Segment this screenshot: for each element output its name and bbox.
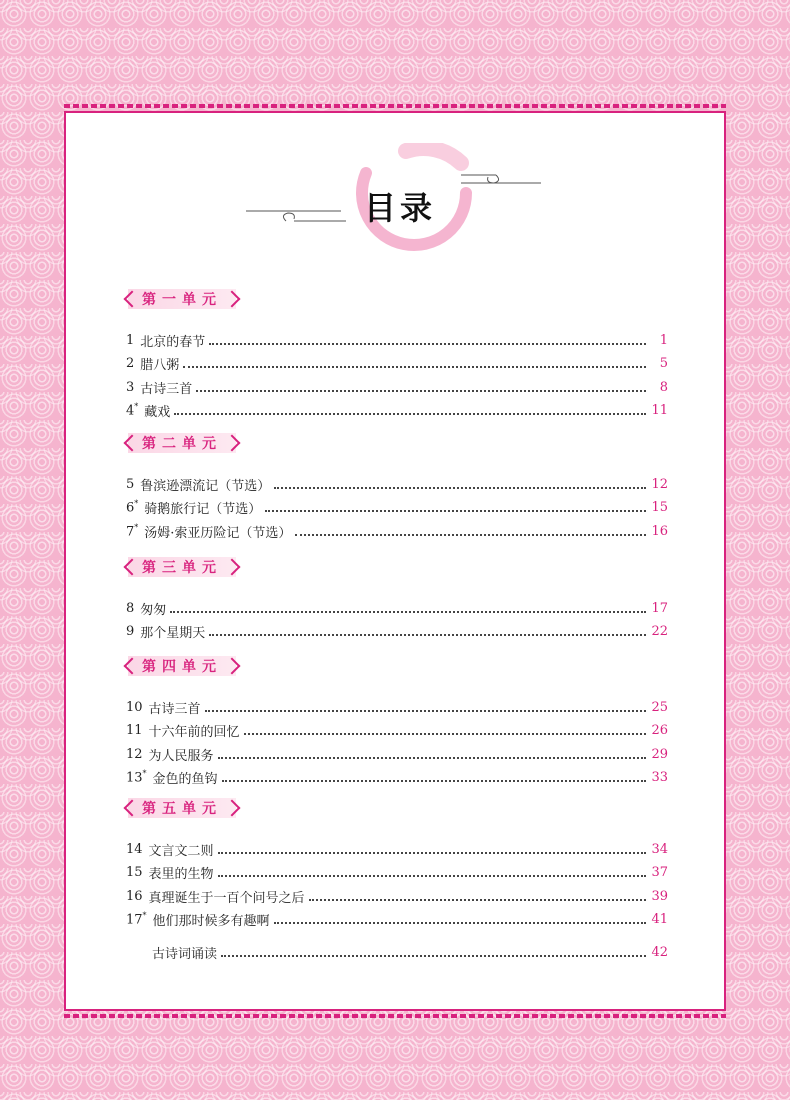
leader-dots bbox=[218, 874, 646, 877]
leader-dots bbox=[265, 509, 646, 512]
toc-entry[interactable] bbox=[126, 910, 668, 930]
appendix-title: 古诗词诵读 bbox=[152, 946, 218, 962]
toc-entry[interactable] bbox=[126, 377, 668, 397]
lesson-number: 9 bbox=[126, 624, 135, 639]
lesson-number: 17* bbox=[126, 911, 147, 928]
toc-entry[interactable] bbox=[126, 768, 668, 788]
lesson-title: 匆匆 bbox=[140, 602, 167, 618]
leader-dots bbox=[221, 954, 646, 957]
unit-heading: 第三单元 bbox=[128, 557, 236, 577]
lesson-title: 金色的鱼钩 bbox=[152, 772, 218, 787]
lesson-title: 汤姆·索亚历险记（节选） bbox=[144, 525, 292, 541]
lesson-number: 16 bbox=[126, 888, 143, 904]
lesson-number: 15 bbox=[126, 865, 143, 880]
unit-heading: 第一单元 bbox=[128, 289, 236, 309]
leader-dots bbox=[218, 851, 646, 854]
lesson-number: 4* bbox=[126, 402, 139, 419]
toc-entry[interactable] bbox=[126, 401, 668, 421]
toc-entry[interactable] bbox=[126, 598, 668, 618]
toc-entry[interactable] bbox=[126, 521, 668, 541]
lesson-number: 13* bbox=[126, 769, 147, 786]
lesson-title: 藏戏 bbox=[144, 405, 171, 420]
lesson-number: 8 bbox=[126, 600, 135, 616]
lesson-title: 表里的生物 bbox=[148, 867, 214, 882]
lesson-title: 北京的春节 bbox=[140, 334, 206, 350]
leader-dots bbox=[170, 610, 646, 613]
toc-entry[interactable] bbox=[126, 863, 668, 883]
lesson-title: 十六年前的回忆 bbox=[148, 725, 240, 740]
lesson-number: 2 bbox=[126, 356, 135, 371]
page-number: 8 bbox=[659, 379, 668, 395]
page-number: 17 bbox=[651, 600, 668, 616]
title-area bbox=[66, 113, 724, 273]
unit-heading: 第四单元 bbox=[128, 656, 236, 676]
toc-panel bbox=[64, 111, 726, 1011]
lesson-number: 3 bbox=[126, 379, 135, 395]
page-number: 26 bbox=[651, 723, 668, 738]
optional-star: * bbox=[134, 522, 139, 532]
toc-entry[interactable] bbox=[126, 354, 668, 374]
page-number: 5 bbox=[659, 356, 668, 371]
leader-dots bbox=[209, 342, 646, 345]
leader-dots bbox=[274, 921, 646, 924]
lesson-number: 7* bbox=[126, 522, 139, 540]
leader-dots bbox=[205, 709, 646, 712]
lesson-title: 那个星期天 bbox=[140, 626, 206, 641]
lesson-title: 古诗三首 bbox=[140, 381, 193, 397]
page-number: 11 bbox=[651, 403, 668, 418]
toc-entry[interactable] bbox=[126, 839, 668, 859]
page-number: 37 bbox=[651, 865, 668, 880]
page-number: 34 bbox=[651, 841, 668, 857]
leader-dots bbox=[183, 365, 646, 368]
lesson-number: 1 bbox=[126, 332, 135, 348]
leader-dots bbox=[274, 486, 646, 489]
toc-entry[interactable] bbox=[126, 721, 668, 741]
lesson-title: 腊八粥 bbox=[140, 358, 180, 373]
page-number: 41 bbox=[651, 912, 668, 927]
lesson-number: 11 bbox=[126, 723, 143, 738]
lesson-title: 古诗三首 bbox=[148, 701, 201, 717]
page-number: 15 bbox=[651, 500, 668, 515]
lesson-number: 6* bbox=[126, 499, 139, 516]
optional-star: * bbox=[134, 402, 139, 412]
leader-dots bbox=[196, 389, 646, 392]
page-number: 1 bbox=[659, 332, 668, 348]
page-title: 目录 bbox=[363, 189, 436, 227]
lesson-number: 14 bbox=[126, 841, 143, 857]
optional-star: * bbox=[134, 499, 139, 509]
unit-heading: 第五单元 bbox=[128, 798, 236, 818]
leader-dots bbox=[218, 756, 646, 759]
lesson-title: 为人民服务 bbox=[148, 748, 214, 764]
lesson-number: 10 bbox=[126, 699, 143, 715]
lesson-title: 骑鹅旅行记（节选） bbox=[144, 502, 262, 517]
optional-star: * bbox=[142, 769, 147, 779]
leader-dots bbox=[295, 533, 646, 536]
page-number: 22 bbox=[651, 624, 668, 639]
toc-entry[interactable] bbox=[126, 886, 668, 906]
page-number: 12 bbox=[651, 476, 668, 492]
toc-entry[interactable] bbox=[126, 474, 668, 494]
page-number: 16 bbox=[651, 523, 668, 539]
toc-entry[interactable] bbox=[126, 697, 668, 717]
lesson-title: 文言文二则 bbox=[148, 843, 214, 859]
page-number: 39 bbox=[651, 888, 668, 904]
lesson-number: 12 bbox=[126, 746, 143, 762]
leader-dots bbox=[174, 412, 646, 415]
lesson-number: 5 bbox=[126, 476, 135, 492]
page-number: 25 bbox=[651, 699, 668, 715]
page-number: 29 bbox=[651, 746, 668, 762]
toc-entry[interactable] bbox=[126, 744, 668, 764]
leader-dots bbox=[209, 633, 646, 636]
leader-dots bbox=[244, 732, 646, 735]
leader-dots bbox=[309, 898, 646, 901]
page-number: 42 bbox=[651, 944, 668, 960]
leader-dots bbox=[222, 779, 646, 782]
lesson-title: 鲁滨逊漂流记（节选） bbox=[140, 478, 271, 494]
page-number: 33 bbox=[651, 770, 668, 785]
toc-entry[interactable] bbox=[126, 330, 668, 350]
toc-entry[interactable] bbox=[126, 622, 668, 642]
toc-entry-appendix[interactable] bbox=[146, 942, 668, 962]
toc-entry[interactable] bbox=[126, 498, 668, 518]
unit-heading: 第二单元 bbox=[128, 433, 236, 453]
lesson-title: 真理诞生于一百个问号之后 bbox=[148, 890, 305, 906]
lesson-title: 他们那时候多有趣啊 bbox=[152, 914, 270, 929]
optional-star: * bbox=[142, 911, 147, 921]
